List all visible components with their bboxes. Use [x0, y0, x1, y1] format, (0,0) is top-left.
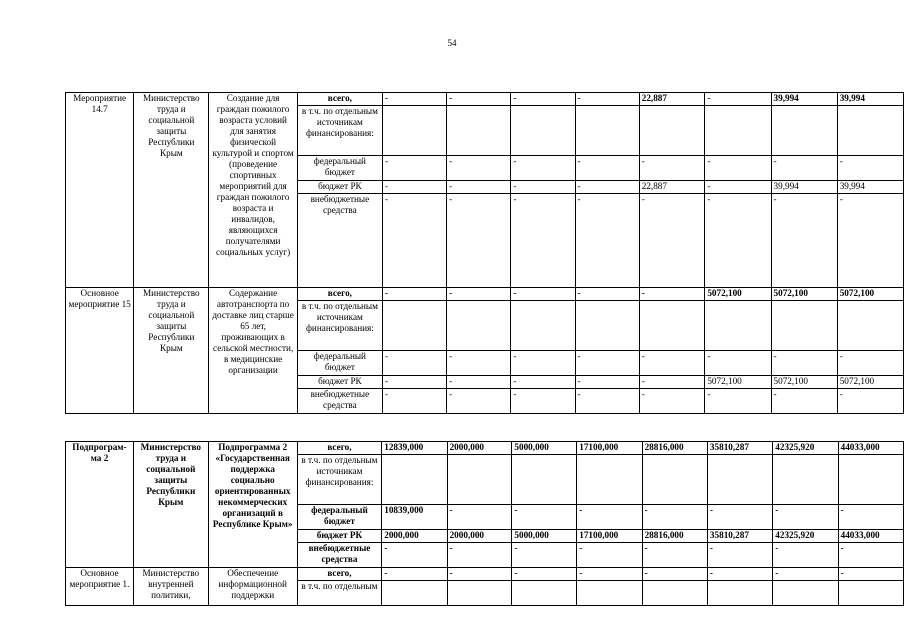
amount-cell: 5000,000	[512, 530, 577, 543]
amount-cell: -	[837, 351, 903, 376]
amount-cell: 5072,100	[771, 288, 837, 301]
amount-cell: -	[707, 505, 772, 530]
amount-cell	[837, 301, 903, 351]
amount-cell: -	[771, 156, 837, 181]
amount-cell: -	[773, 543, 838, 568]
amount-cell	[382, 581, 447, 606]
amount-cell: -	[705, 389, 771, 414]
amount-cell: -	[511, 351, 575, 376]
amount-cell: -	[382, 389, 446, 414]
amount-cell	[512, 455, 577, 505]
amount-cell: -	[382, 568, 447, 581]
amount-cell: 42325,920	[773, 442, 838, 455]
amount-cell: 12839,000	[382, 442, 447, 455]
amount-cell	[705, 301, 771, 351]
amount-cell: 28816,000	[642, 442, 707, 455]
amount-cell: -	[447, 181, 511, 194]
funding-source-cell: бюджет РК	[297, 181, 382, 194]
amount-cell: -	[447, 376, 511, 389]
amount-cell: -	[511, 389, 575, 414]
funding-source-cell: федеральный бюджет	[297, 156, 382, 181]
amount-cell: 2000,000	[447, 442, 512, 455]
amount-cell: -	[639, 156, 705, 181]
description-cell: Содержание автотранспорта по доставке лиц старше 65 лет, проживающих в сельской местности, в медицинские организации	[209, 288, 297, 414]
amount-cell	[447, 301, 511, 351]
amount-cell: -	[447, 351, 511, 376]
amount-cell	[773, 455, 838, 505]
amount-cell: 5072,100	[837, 288, 903, 301]
amount-cell	[575, 106, 639, 156]
funding-source-cell: всего,	[297, 93, 382, 106]
amount-cell: 2000,000	[447, 530, 512, 543]
description-cell: Обеспечение информационной поддержки	[208, 568, 297, 606]
amount-cell	[707, 581, 772, 606]
amount-cell	[639, 106, 705, 156]
funding-source-cell: внебюджетные средства	[297, 389, 382, 414]
amount-cell: -	[837, 194, 903, 288]
amount-cell: -	[642, 568, 707, 581]
amount-cell: -	[511, 181, 575, 194]
amount-cell: -	[512, 505, 577, 530]
amount-cell: -	[511, 156, 575, 181]
amount-cell: -	[575, 389, 639, 414]
amount-cell: -	[447, 505, 512, 530]
amount-cell	[838, 455, 903, 505]
executor-cell: Министерство труда и социальной защиты Республики Крым	[133, 442, 208, 568]
amount-cell: -	[577, 543, 642, 568]
amount-cell	[838, 581, 903, 606]
amount-cell: -	[838, 568, 903, 581]
amount-cell	[837, 106, 903, 156]
funding-source-cell: федеральный бюджет	[297, 505, 382, 530]
funding-source-cell: всего,	[297, 288, 382, 301]
amount-cell: -	[382, 93, 446, 106]
amount-cell: -	[705, 156, 771, 181]
amount-cell: 39,994	[837, 93, 903, 106]
amount-cell	[705, 106, 771, 156]
amount-cell: -	[382, 181, 446, 194]
amount-cell: 35810,287	[707, 530, 772, 543]
amount-cell: 44033,000	[838, 442, 903, 455]
amount-cell: -	[705, 194, 771, 288]
amount-cell: -	[575, 156, 639, 181]
amount-cell: -	[705, 351, 771, 376]
amount-cell	[382, 106, 446, 156]
table-row	[66, 288, 904, 301]
amount-cell	[642, 455, 707, 505]
amount-cell: -	[382, 543, 447, 568]
funding-table-block-1	[65, 92, 904, 414]
measure-code-cell: Основное мероприятие 1.	[66, 568, 134, 606]
funding-source-cell: в т.ч. по отдельным источникам финансирования:	[297, 455, 382, 505]
executor-cell: Министерство труда и социальной защиты Республики Крым	[134, 288, 209, 414]
amount-cell: -	[511, 288, 575, 301]
amount-cell: -	[575, 288, 639, 301]
amount-cell: -	[512, 543, 577, 568]
funding-source-cell: всего,	[297, 568, 382, 581]
page-number: 54	[447, 38, 457, 48]
amount-cell: 28816,000	[642, 530, 707, 543]
amount-cell: -	[447, 543, 512, 568]
amount-cell: -	[382, 376, 446, 389]
amount-cell: -	[447, 93, 511, 106]
funding-source-cell: федеральный бюджет	[297, 351, 382, 376]
amount-cell: -	[575, 351, 639, 376]
amount-cell	[707, 455, 772, 505]
amount-cell: -	[511, 376, 575, 389]
amount-cell	[771, 106, 837, 156]
amount-cell: -	[773, 505, 838, 530]
amount-cell	[512, 581, 577, 606]
funding-source-cell: внебюджетные средства	[297, 543, 382, 568]
amount-cell: -	[705, 181, 771, 194]
amount-cell: 39,994	[837, 181, 903, 194]
funding-source-cell: в т.ч. по отдельным источникам финансирования:	[297, 106, 382, 156]
amount-cell: 39,994	[771, 181, 837, 194]
amount-cell: -	[771, 389, 837, 414]
amount-cell: 5072,100	[705, 376, 771, 389]
amount-cell: -	[577, 505, 642, 530]
amount-cell: -	[642, 543, 707, 568]
amount-cell: -	[511, 93, 575, 106]
description-cell: Подпрограмма 2 «Государственная поддержка социально ориентированных некоммерческих организаций в Республике Крым»	[208, 442, 297, 568]
amount-cell: -	[837, 156, 903, 181]
amount-cell: -	[707, 568, 772, 581]
amount-cell	[382, 455, 447, 505]
amount-cell: 5072,100	[837, 376, 903, 389]
amount-cell: 10839,000	[382, 505, 447, 530]
funding-source-cell: бюджет РК	[297, 376, 382, 389]
amount-cell: -	[642, 505, 707, 530]
amount-cell: -	[577, 568, 642, 581]
amount-cell: -	[838, 543, 903, 568]
amount-cell: 17100,000	[577, 530, 642, 543]
amount-cell: -	[639, 288, 705, 301]
funding-source-cell: в т.ч. по отдельным источникам финансирования:	[297, 301, 382, 351]
funding-table-block-2	[65, 441, 904, 606]
amount-cell: -	[575, 93, 639, 106]
amount-cell: -	[575, 181, 639, 194]
amount-cell: -	[447, 156, 511, 181]
amount-cell: -	[575, 376, 639, 389]
amount-cell	[639, 301, 705, 351]
amount-cell: -	[511, 194, 575, 288]
measure-code-cell: Мероприятие 14.7	[66, 93, 134, 288]
amount-cell: -	[773, 568, 838, 581]
amount-cell	[771, 301, 837, 351]
amount-cell: 35810,287	[707, 442, 772, 455]
amount-cell: 22,887	[639, 181, 705, 194]
amount-cell: -	[447, 568, 512, 581]
amount-cell	[577, 455, 642, 505]
amount-cell: 2000,000	[382, 530, 447, 543]
amount-cell: -	[639, 351, 705, 376]
executor-cell: Министерство внутренней политики,	[133, 568, 208, 606]
amount-cell: -	[447, 288, 511, 301]
measure-code-cell: Подпрограм-ма 2	[66, 442, 134, 568]
amount-cell	[382, 301, 446, 351]
amount-cell	[773, 581, 838, 606]
amount-cell: -	[771, 194, 837, 288]
amount-cell: -	[707, 543, 772, 568]
amount-cell: 22,887	[639, 93, 705, 106]
funding-source-cell: всего,	[297, 442, 382, 455]
amount-cell	[575, 301, 639, 351]
amount-cell: -	[705, 93, 771, 106]
amount-cell: 44033,000	[838, 530, 903, 543]
amount-cell: 5072,100	[705, 288, 771, 301]
table-row	[66, 93, 904, 106]
table-row	[66, 568, 904, 581]
amount-cell: -	[382, 351, 446, 376]
amount-cell	[511, 301, 575, 351]
amount-cell: -	[447, 389, 511, 414]
amount-cell: -	[447, 194, 511, 288]
amount-cell: -	[382, 288, 446, 301]
executor-cell: Министерство труда и социальной защиты Республики Крым	[134, 93, 209, 288]
amount-cell	[447, 581, 512, 606]
funding-source-cell: бюджет РК	[297, 530, 382, 543]
amount-cell: 17100,000	[577, 442, 642, 455]
amount-cell: -	[639, 389, 705, 414]
amount-cell	[577, 581, 642, 606]
amount-cell	[447, 455, 512, 505]
amount-cell: 5072,100	[771, 376, 837, 389]
amount-cell: -	[512, 568, 577, 581]
amount-cell	[511, 106, 575, 156]
amount-cell	[447, 106, 511, 156]
amount-cell: 42325,920	[773, 530, 838, 543]
amount-cell: 5000,000	[512, 442, 577, 455]
amount-cell: -	[575, 194, 639, 288]
table-row	[66, 442, 904, 455]
amount-cell: 39,994	[771, 93, 837, 106]
amount-cell: -	[838, 505, 903, 530]
amount-cell	[642, 581, 707, 606]
amount-cell: -	[382, 194, 446, 288]
funding-source-cell: в т.ч. по отдельным	[297, 581, 382, 606]
amount-cell: -	[639, 194, 705, 288]
description-cell: Создание для граждан пожилого возраста условий для занятия физической культурой и спортом (проведение спортивных мероприятий для граждан пожилого возраста и инвалидов, являющихся получателями социальных услуг)	[209, 93, 297, 288]
measure-code-cell: Основное мероприятие 15	[66, 288, 134, 414]
amount-cell: -	[771, 351, 837, 376]
amount-cell: -	[837, 389, 903, 414]
funding-source-cell: внебюджетные средства	[297, 194, 382, 288]
amount-cell: -	[639, 376, 705, 389]
amount-cell: -	[382, 156, 446, 181]
